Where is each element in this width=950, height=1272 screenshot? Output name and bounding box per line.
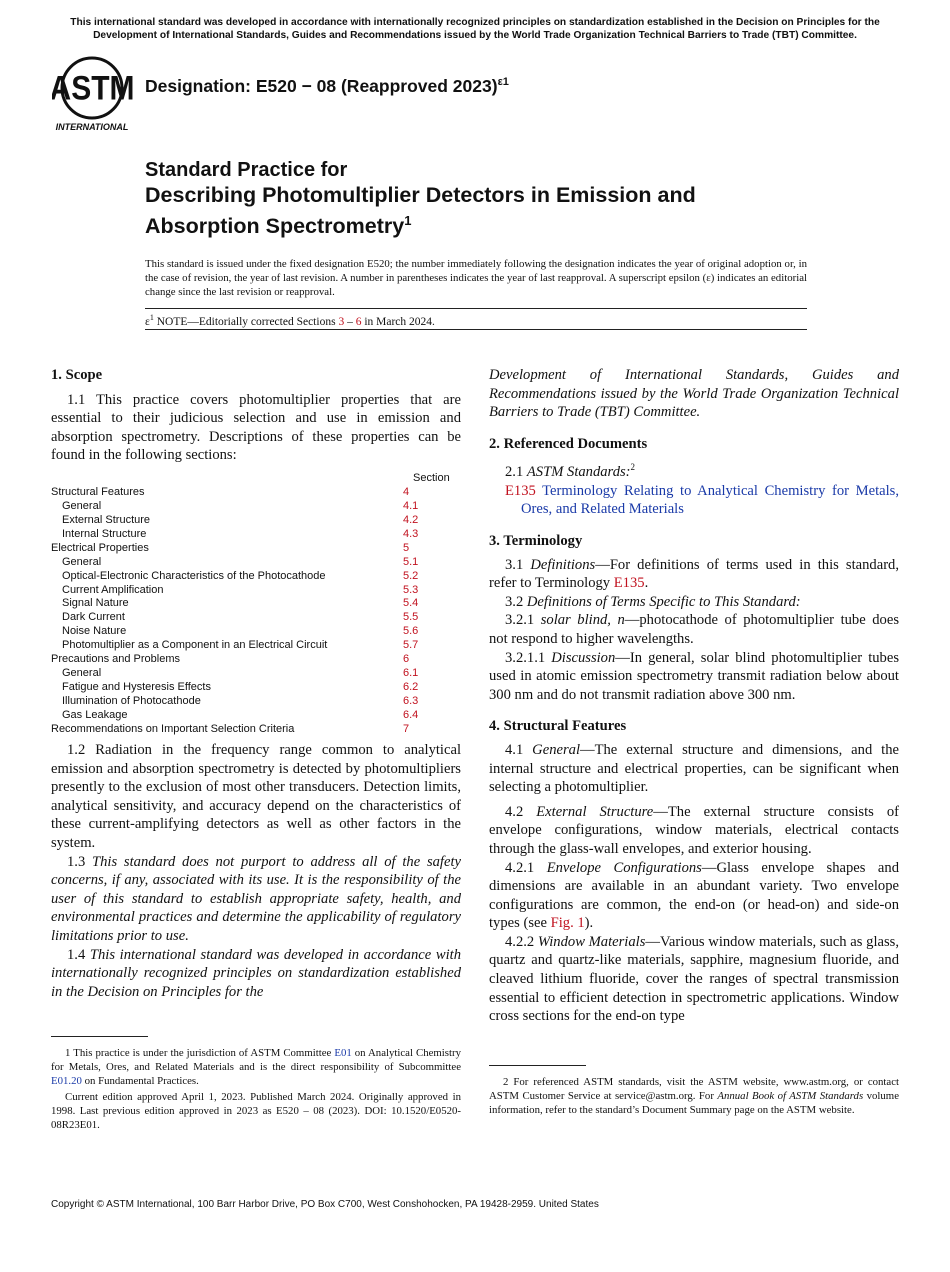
ref-e135-code[interactable]: E135 [505,482,536,499]
para-3-2-em: Definitions of Terms Specific to This Standard: [526,593,801,610]
footnote-rule-left [51,1036,148,1037]
para-4-2-text: —The external structure consists of envelope configurations, window materials, electrical contacts through the glass-wall envelopes, and exterior housing. [489,803,900,857]
designation-superscript: ε1 [497,76,509,89]
para-3-1 [489,556,899,593]
para-4-2-1-text: —Glass envelope shapes and dimensions are available in an abundant variety. Two envelope configurations are common, the end-on (or head-on) and side-on types (see [489,859,899,932]
scope-section-table [51,472,461,737]
toc-label: Gas Leakage [62,708,128,721]
astm-logo-icon [52,56,136,132]
toc-row [51,528,461,542]
toc-label: Structural Features [51,485,145,498]
designation-text: Designation: E520 − 08 (Reapproved 2023) [145,76,498,96]
para-3-2-num: 3.2 [505,593,527,610]
toc-section-link[interactable]: 6.1 [403,667,419,680]
toc-section-link[interactable]: 5.2 [403,569,419,582]
toc-row [51,709,461,723]
toc-section-link[interactable]: 7 [403,722,410,735]
toc-label: External Structure [62,513,151,526]
note-epsilon: ε [145,315,150,328]
para-4-2-1-link-fig1[interactable]: Fig. 1 [550,915,585,932]
para-4-1-num: 4.1 [505,741,533,758]
toc-label: General [62,499,102,512]
right-column [489,366,899,1026]
toc-row [51,584,461,598]
para-4-1-em: General [532,741,580,758]
para-2-1-sup: 2 [630,462,636,473]
toc-row [51,695,461,709]
para-4-2-num: 4.2 [505,803,537,820]
para-3-2-1-1-em: Discussion [551,649,616,666]
toc-section-link[interactable]: 4 [403,485,410,498]
toc-row [51,542,461,556]
fn1-link-e0120[interactable]: E01.20 [51,1075,82,1088]
fn1-text-b: on Analytical Chemistry for Metals, Ores, and Related Materials and is the direct responsibility of Subcommittee [51,1047,461,1074]
para-3-1-link-e135[interactable]: E135 [613,575,645,592]
para-4-2-1-num: 4.2.1 [505,859,547,876]
footnote-1 [51,1046,461,1132]
para-4-2-2-em: Window Materials [537,933,646,950]
para-1-4 [51,946,461,1002]
toc-header-label: Section [413,472,450,484]
para-3-2-1 [489,611,899,648]
toc-label: Fatigue and Hysteresis Effects [62,681,211,694]
fn2-text-a: 2 For referenced ASTM standards, visit the ASTM website, www.astm.org, or contact ASTM Customer Service at service@astm.org. For [489,1076,899,1103]
toc-label: Precautions and Problems [51,653,181,666]
para-3-2-1-num: 3.2.1 [505,612,541,629]
toc-label: Current Amplification [62,583,164,596]
para-2-1-text: ASTM Standards: [526,464,631,481]
toc-row [51,653,461,667]
footnote-rule-right [489,1065,586,1066]
fn2-em: Annual Book of ASTM Standards [717,1090,864,1103]
toc-label: Recommendations on Important Selection Criteria [51,722,295,735]
toc-label: Electrical Properties [51,541,149,554]
para-1-4-continued [489,366,899,422]
astm-logo [52,56,136,132]
para-4-2-2 [489,933,899,1026]
copyright-footer: Copyright © ASTM International, 100 Barr Harbor Drive, PO Box C700, West Conshohocken, PA 19428-2959. United States [51,1199,599,1210]
toc-row [51,570,461,584]
para-3-2-1-text: —photocathode of photomultiplier tube does not respond to higher wavelengths. [489,612,899,647]
toc-section-link[interactable]: 6.2 [403,681,419,694]
top-notice [40,16,910,42]
toc-row [51,667,461,681]
para-4-2-1-end: ). [584,915,594,932]
issuance-statement: This standard is issued under the fixed designation E520; the number immediately following the designation indicates the year of original adoption or, in the case of revision, the year of last revision. A number in parentheses indicates the year of last reapproval. A superscript epsilon (ε) indicates an editorial change since the last revision or reapproval. [145,258,807,299]
para-1-3-text: This standard does not purport to address all of the safety concerns, if any, associated with its use. It is the responsibility of the user of this standard to establish appropriate safety, health, and environmental practices and determine the applicability of regulatory limitations prior to use. [51,853,461,944]
note-link-section-3[interactable]: 3 [338,315,345,328]
section-2-heading: 2. Referenced Documents [489,435,648,452]
para-3-1-text: —For definitions of terms used in this standard, refer to Terminology [489,556,900,592]
para-3-1-end: . [644,575,649,592]
fn1-link-e01[interactable]: E01 [334,1047,352,1059]
para-3-2-1-1-text: —In general, solar blind photomultiplier tubes used in atomic emission spectrometry transmit radiation below about 300 nm and do not transmit radiation above 300 nm. [489,649,899,703]
toc-section-link[interactable]: 6 [403,653,410,666]
logo-subtext: INTERNATIONAL [55,122,129,132]
title-line-3-text: Absorption Spectrometry [145,214,405,239]
para-4-2-1-em: Envelope Configurations [546,859,702,876]
title-footnote-ref: 1 [404,213,412,228]
toc-row [51,556,461,570]
toc-section-link[interactable]: 5.6 [403,625,419,638]
toc-label: Internal Structure [62,527,147,540]
para-2-1-num: 2.1 [505,464,527,481]
para-1-4-num: 1.4 [67,946,90,963]
logo-text: ASTM [52,68,135,108]
toc-header [51,472,461,486]
ref-e135-title[interactable]: Terminology Relating to Analytical Chemistry for Metals, Ores, and Related Materials [521,482,899,518]
toc-row [51,681,461,695]
para-1-1: 1.1 This practice covers photomultiplier properties that are essential to their judicious selection and use in emission and absorption spectrometry. Descriptions of these properties can be found in the following sections: [51,391,461,464]
toc-section-link[interactable]: 6.3 [403,695,419,707]
para-4-2-2-text: —Various window materials, such as glass, quartz and quartz-like materials, sapphire, magnesium fluoride, and cleaved lithium fluoride, cover the ranges of spectral transmission essential to efficient detection in spectrometric applications. Window cross sections for the end-on type [489,933,900,1025]
toc-section-link[interactable]: 5.3 [403,583,419,596]
para-2-1 [489,458,899,481]
para-3-2-1-1 [489,649,899,705]
toc-row [51,486,461,500]
note-text-b: in March 2024. [361,315,435,328]
toc-label: General [62,555,102,568]
designation [145,76,509,97]
editorial-note [145,313,435,328]
left-column-lower [51,741,461,1001]
toc-section-link[interactable]: 5.7 [403,639,419,652]
toc-row [51,597,461,611]
toc-label: Noise Nature [62,625,127,638]
para-3-1-em: Definitions [530,556,596,573]
para-4-2-1 [489,859,899,933]
toc-section-link[interactable]: 5 [403,541,410,554]
toc-section-link[interactable]: 5.4 [403,597,419,610]
left-column [51,366,461,465]
toc-label: Optical-Electronic Characteristics of the Photocathode [62,569,326,582]
fn1-text-a: 1 This practice is under the jurisdiction of ASTM Committee [65,1047,335,1059]
para-1-4-cont-text: Development of International Standards, Guides and Recommendations issued by the World Trade Organization Technical Barriers to Trade (TBT) Committee. [489,367,899,421]
fn1-text-c: on Fundamental Practices. [81,1075,199,1088]
title-line-2: Describing Photomultiplier Detectors in Emission and [145,183,696,207]
note-link-section-6[interactable]: 6 [355,315,362,328]
top-notice-line-2: Development of International Standards, Guides and Recommendations issued by the World Trade Organization Technical Barriers to Trade (TBT) Committee. [93,30,857,41]
para-4-1 [489,741,899,797]
divider-bottom [145,329,807,330]
toc-row [51,514,461,528]
para-1-2: 1.2 Radiation in the frequency range common to analytical emission and absorption spectrometry is detected by photomultipliers presently to the exclusion of most other transducers. Detection limits, analytical sensitivity, and accuracy depend on the characteristics of these current-amplifying detectors as well as other factors in the system. [51,742,461,851]
para-4-2 [489,803,899,859]
para-4-1-text: —The external structure and dimensions, and the internal structure and electrical properties, can be significant when selecting a photomultiplier. [489,741,899,796]
footnote-2 [489,1075,899,1118]
para-3-2-1-1-num: 3.2.1.1 [505,649,552,666]
para-1-4-text: This international standard was developed in accordance with internationally recognized principles on standardization established in the Decision on Principles for the [51,946,462,1000]
title-line-1: Standard Practice for [145,159,348,181]
toc-label: Illumination of Photocathode [62,695,201,707]
para-3-2-1-em: solar blind, n [540,612,625,629]
toc-label: Photomultiplier as a Component in an Electrical Circuit [62,639,328,652]
note-sup: 1 [149,313,154,322]
toc-label: Signal Nature [62,597,129,610]
toc-section-link[interactable]: 4.3 [403,527,419,540]
toc-label: Dark Current [62,611,125,624]
para-3-1-num: 3.1 [505,556,531,573]
toc-row [51,611,461,625]
toc-row [51,625,461,639]
divider-top [145,308,807,309]
section-3-heading: 3. Terminology [489,533,583,550]
toc-section-link[interactable]: 4.2 [403,513,419,526]
note-dash: – [344,315,356,328]
toc-section-link[interactable]: 5.5 [403,611,419,624]
section-1-heading: 1. Scope [51,367,103,383]
toc-section-link[interactable]: 6.4 [403,708,419,721]
top-notice-line-1: This international standard was developed in accordance with internationally recognized principles on standardization established in the Decision on Principles for the [70,17,880,28]
reference-e135 [489,482,899,519]
para-4-2-2-num: 4.2.2 [505,933,538,950]
toc-label: General [62,667,102,680]
toc-section-link[interactable]: 5.1 [403,555,419,568]
para-3-2 [489,593,899,612]
footnote-1-para [51,1046,461,1089]
toc-section-link[interactable]: 4.1 [403,499,419,512]
toc-rows [51,486,461,737]
footnote-1-edition: Current edition approved April 1, 2023. Published March 2024. Originally approved in 1998. Last previous edition approved in 2023 as E520 – 08 (2023). DOI: 10.1520/E0520-08R23E01. [51,1090,461,1132]
section-4-heading: 4. Structural Features [489,718,627,735]
title-line-3 [145,208,845,239]
para-1-3-num: 1.3 [67,853,93,870]
toc-row [51,500,461,514]
fn2-text-b: volume information, refer to the standard’s Document Summary page on the ASTM website. [489,1090,899,1117]
toc-row [51,639,461,653]
toc-row [51,723,461,737]
note-text-a: NOTE—Editorially corrected Sections [153,315,339,328]
document-title [145,158,845,239]
para-1-3 [51,853,461,946]
para-4-2-em: External Structure [536,803,654,820]
